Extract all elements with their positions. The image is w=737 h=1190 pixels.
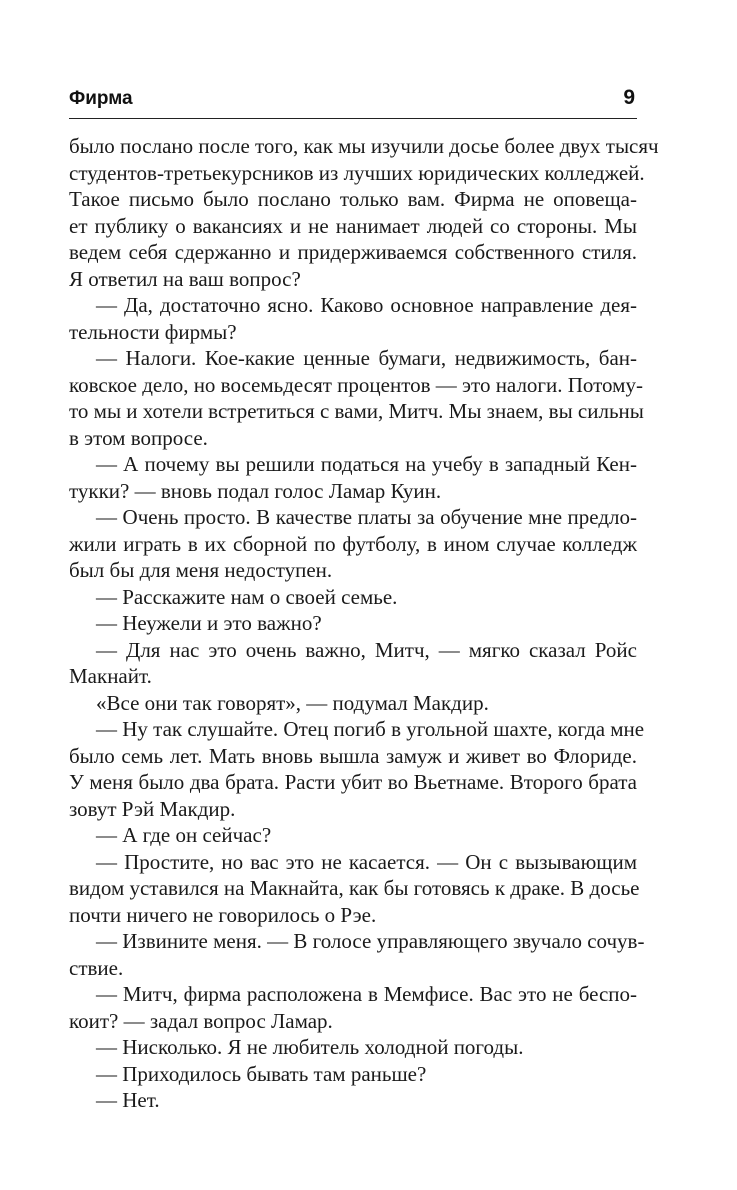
text-line: коит? — задал вопрос Ламар. — [69, 1008, 333, 1033]
text-line: видом уставился на Макнайта, как бы готовясь к драке. В досье — [69, 876, 640, 900]
text-line: — Нисколько. Я не любитель холодной погоды. — [96, 1035, 524, 1059]
text-line: в этом вопросе. — [69, 425, 208, 450]
text-line: то мы и хотели встретиться с вами, Митч. Мы знаем, вы сильны — [69, 399, 644, 423]
text-line: — Да, достаточно ясно. Каково основное направление дея- — [96, 293, 637, 317]
running-title: Фирма — [69, 88, 133, 109]
page-header — [69, 86, 637, 114]
text-line: студентов-третьекурсников из лучших юридических колледжей. — [69, 160, 645, 185]
text-line: — Приходилось бывать там раньше? — [96, 1061, 427, 1086]
text-line: — Ну так слушайте. Отец погиб в угольной шахте, когда мне — [96, 717, 645, 741]
text-line: было семь лет. Мать вновь вышла замуж и живет во Флориде. — [69, 743, 637, 768]
text-line: ствие. — [69, 955, 124, 980]
text-line: — Извините меня. — В голосе управляющего звучало сочув- — [96, 929, 645, 953]
text-line: — А почему вы решили податься на учебу в западный Кен- — [96, 452, 637, 476]
text-line: У меня было два брата. Расти убит во Вьетнаме. Второго брата — [69, 770, 637, 794]
text-line: ет публику о вакансиях и не нанимает людей со стороны. Мы — [69, 213, 637, 238]
text-line: — Простите, но вас это не касается. — Он с вызывающим — [96, 849, 637, 874]
text-line: было послано после того, как мы изучили досье более двух тысяч — [69, 134, 659, 158]
text-line: жили играть в их сборной по футболу, в ином случае колледж — [69, 531, 637, 556]
text-line: тукки? — вновь подал голос Ламар Куин. — [69, 478, 442, 503]
text-line: Такое письмо было послано только вам. Фирма не оповеща- — [69, 187, 637, 211]
text-line: Я ответил на ваш вопрос? — [69, 266, 301, 291]
text-line: — Очень просто. В качестве платы за обучение мне предло- — [96, 505, 637, 529]
text-line: — Налоги. Кое-какие ценные бумаги, недвижимость, бан- — [96, 346, 637, 370]
text-line: ведем себя сдержанно и придерживаемся собственного стиля. — [69, 240, 637, 264]
text-line: «Все они так говорят», — подумал Макдир. — [96, 690, 489, 715]
body-text — [69, 133, 659, 1114]
text-line: — Расскажите нам о своей семье. — [96, 584, 398, 609]
text-line: зовут Рэй Макдир. — [69, 796, 236, 821]
page-number: 9 — [623, 86, 635, 109]
text-line: почти ничего не говорилось о Рэе. — [69, 902, 377, 927]
text-line: был бы для меня недоступен. — [69, 558, 333, 582]
text-line: — Неужели и это важно? — [96, 611, 322, 635]
text-line: Макнайт. — [69, 664, 152, 688]
text-line: ковское дело, но восемьдесят процентов — это налоги. Потому- — [69, 372, 643, 397]
text-line: — Митч, фирма расположена в Мемфисе. Вас это не беспо- — [96, 982, 637, 1006]
text-line: — Для нас это очень важно, Митч, — мягко сказал Ройс — [96, 637, 637, 662]
text-line: — Нет. — [96, 1088, 160, 1112]
header-rule — [69, 118, 637, 119]
text-line: тельности фирмы? — [69, 319, 237, 344]
text-line: — А где он сейчас? — [96, 823, 272, 847]
